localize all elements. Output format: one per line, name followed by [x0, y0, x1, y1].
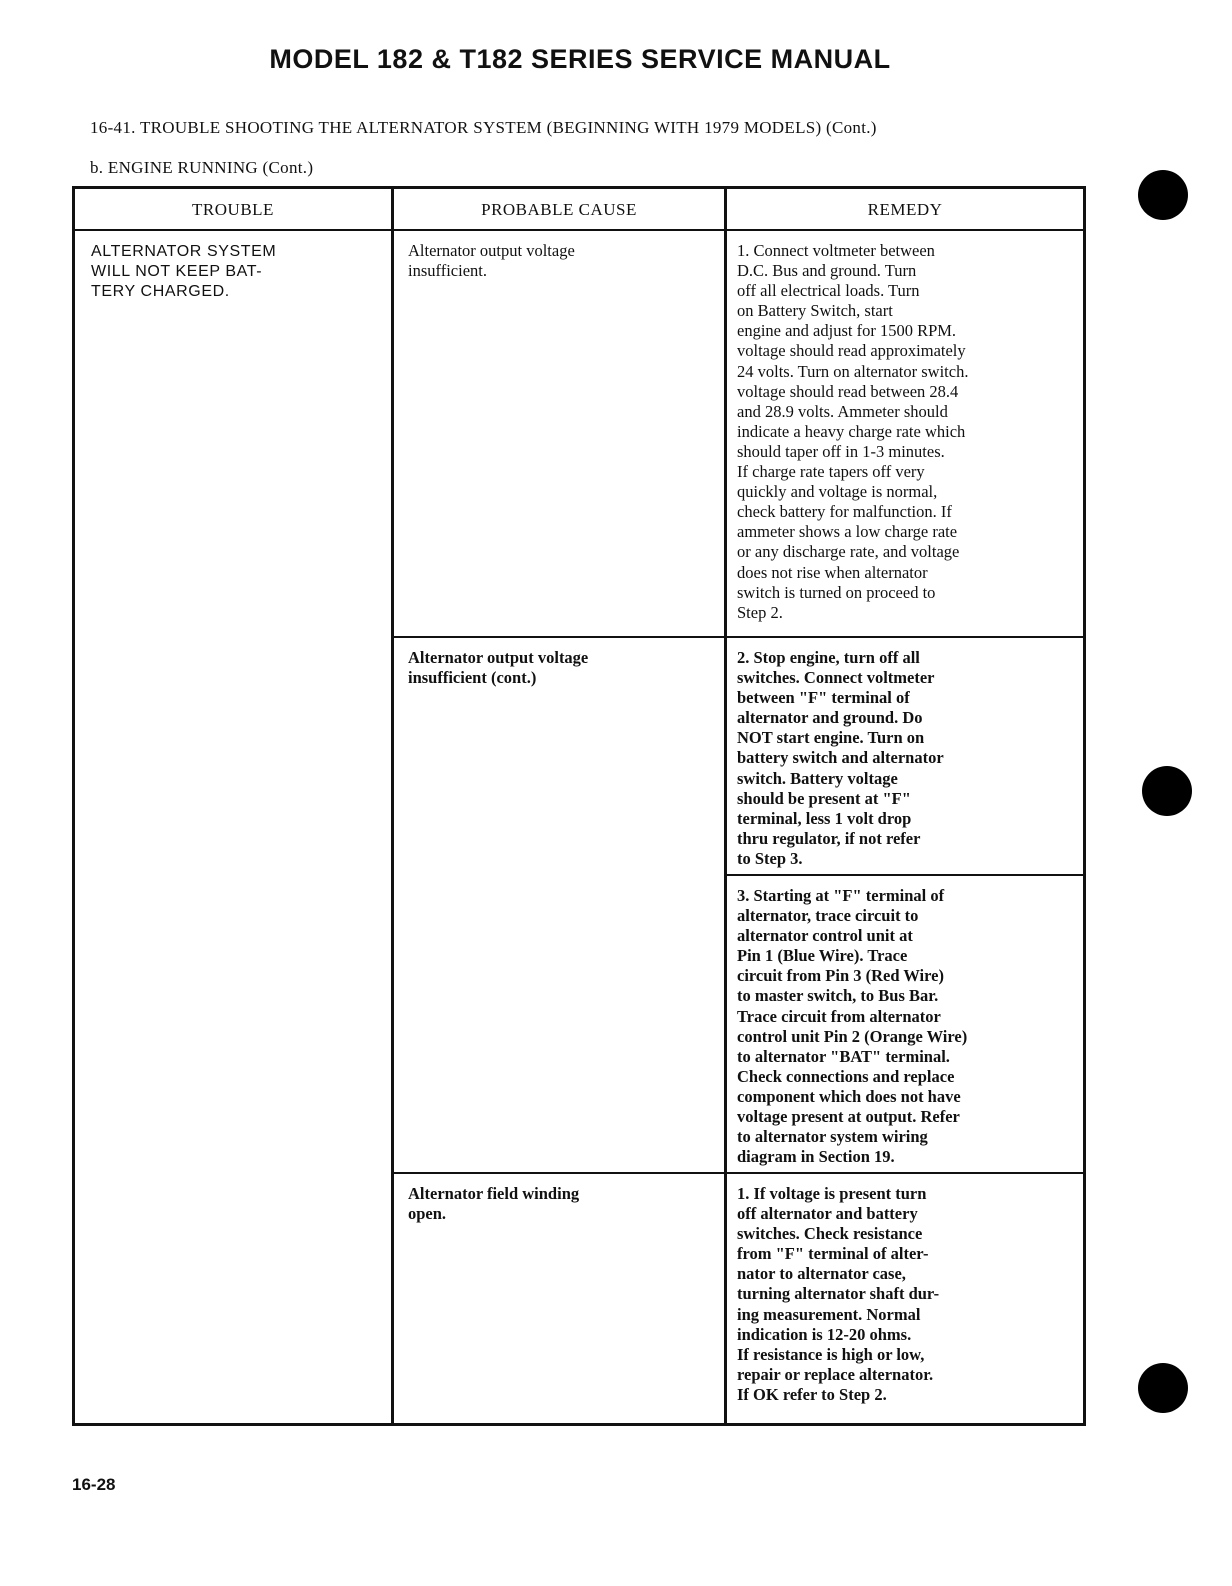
binder-hole [1138, 170, 1188, 220]
column-header-remedy: REMEDY [727, 189, 1083, 231]
troubleshooting-table [72, 186, 1086, 1426]
page-number: 16-28 [72, 1475, 116, 1494]
page-title: MODEL 182 & T182 SERIES SERVICE MANUAL [269, 44, 891, 74]
column-header-probable-cause: PROBABLE CAUSE [394, 189, 727, 231]
section-heading: 16-41. TROUBLE SHOOTING THE ALTERNATOR SYSTEM (BEGINNING WITH 1979 MODELS) (Cont.) [90, 118, 877, 137]
column-header-trouble: TROUBLE [75, 189, 394, 231]
probable-cause-2: Alternator output voltage insufficient (cont.) [394, 638, 727, 1174]
subsection-heading: b. ENGINE RUNNING (Cont.) [90, 158, 314, 177]
remedy-4: 1. If voltage is present turn off alternator and battery switches. Check resistance from "F" terminal of alter- nator to alternator case, turning alternator shaft dur- ing measurement. Normal indication is 12-20 ohms. If resistance is high or low, repair or replace alternator. If OK refer to Step 2. [737, 1184, 940, 1404]
binder-hole [1142, 766, 1192, 816]
remedy-1: 1. Connect voltmeter between D.C. Bus and ground. Turn off all electrical loads. Turn on Battery Switch, start engine and adjust for 1500 RPM. voltage should read approximately 24 volts. Turn on alternator switch. voltage should read between 28.4 and 28.9 volts. Ammeter should indicate a heavy charge rate which should taper off in 1-3 minutes. If charge rate tapers off very quickly and voltage is normal, check battery for malfunction. If ammeter shows a low charge rate or any discharge rate, and voltage does not rise when alternator switch is turned on proceed to Step 2. [727, 231, 1083, 638]
probable-cause-3: Alternator field winding open. [394, 1174, 727, 1423]
trouble-description: ALTERNATOR SYSTEM WILL NOT KEEP BAT- TERY CHARGED. [75, 231, 394, 1423]
probable-cause-1: Alternator output voltage insufficient. [394, 231, 727, 638]
binder-hole [1138, 1363, 1188, 1413]
remedy-3: 3. Starting at "F" terminal of alternator, trace circuit to alternator control unit at Pin 1 (Blue Wire). Trace circuit from Pin 3 (Red Wire) to master switch, to Bus Bar. Trace circuit from alternator control unit Pin 2 (Orange Wire) to alternator "BAT" terminal. Check connections and replace component which does not have voltage present at output. Refer to alternator system wiring diagram in Section 19. [727, 876, 1083, 1174]
remedy-2: 2. Stop engine, turn off all switches. Connect voltmeter between "F" terminal of alternator and ground. Do NOT start engine. Turn on battery switch and alternator switch. Battery voltage should be present at "F" terminal, less 1 volt drop thru regulator, if not refer to Step 3. [727, 638, 1083, 876]
